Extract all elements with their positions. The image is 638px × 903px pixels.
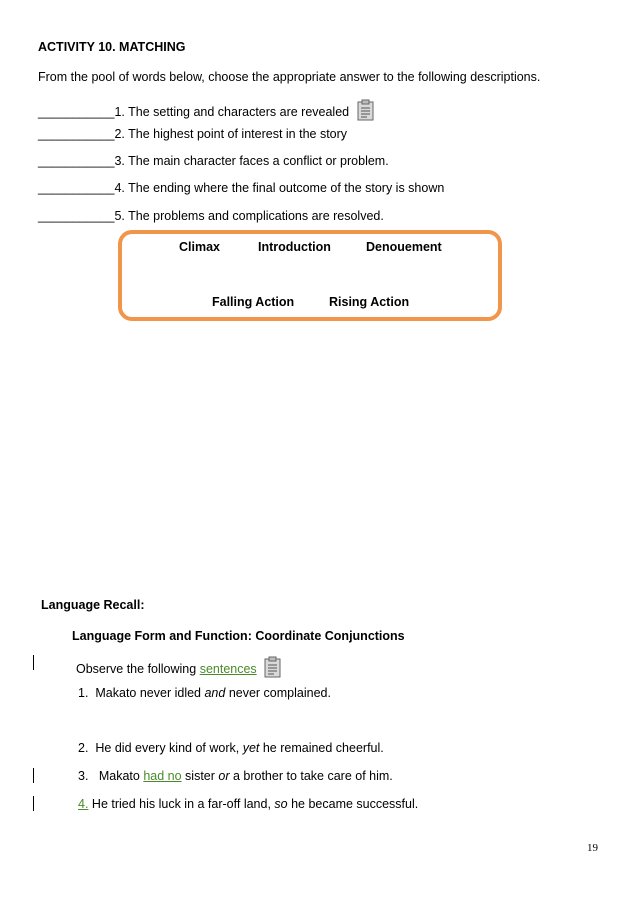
item-text: 3. The main character faces a conflict or problem. bbox=[114, 154, 389, 168]
pool-word-denouement: Denouement bbox=[366, 240, 442, 254]
activity-title: ACTIVITY 10. MATCHING bbox=[38, 40, 186, 54]
sentence-2: 2. He did every kind of work, yet he remained cheerful. bbox=[78, 741, 384, 755]
matching-item-2 bbox=[38, 127, 347, 141]
comment-note-icon[interactable] bbox=[264, 656, 282, 678]
tracked-edit-had-no[interactable]: had no bbox=[143, 769, 182, 783]
answer-blank[interactable]: ___________ bbox=[38, 181, 115, 195]
answer-blank[interactable]: ___________ bbox=[38, 127, 115, 141]
change-bar bbox=[33, 655, 34, 670]
sentence-1: 1. Makato never idled and never complained. bbox=[78, 686, 331, 700]
activity-instruction: From the pool of words below, choose the appropriate answer to the following descriptions. bbox=[38, 70, 541, 84]
answer-blank[interactable]: ___________ bbox=[38, 209, 115, 223]
pool-word-falling-action: Falling Action bbox=[212, 295, 295, 309]
observe-text: Observe the following bbox=[76, 662, 200, 676]
change-bar bbox=[33, 796, 34, 811]
item-text: 4. The ending where the final outcome of the story is shown bbox=[114, 181, 445, 195]
item-text: 1. The setting and characters are revealed bbox=[114, 105, 350, 119]
language-recall-heading: Language Recall: bbox=[41, 598, 145, 612]
conjunction: or bbox=[218, 769, 230, 783]
answer-blank[interactable]: ___________ bbox=[38, 105, 115, 119]
matching-item-3 bbox=[38, 154, 389, 168]
conjunction: so bbox=[274, 797, 288, 811]
item-text: 2. The highest point of interest in the story bbox=[114, 127, 348, 141]
sentence-4: 4. He tried his luck in a far-off land, so he became successful. bbox=[78, 797, 419, 811]
change-bar bbox=[33, 768, 34, 783]
pool-word-climax: Climax bbox=[179, 240, 220, 254]
language-subheading: Language Form and Function: Coordinate Conjunctions bbox=[72, 629, 405, 643]
tracked-edit-sentences[interactable]: sentences bbox=[199, 662, 257, 676]
comment-note-icon[interactable] bbox=[357, 99, 375, 121]
matching-item-5 bbox=[38, 209, 384, 223]
conjunction: and bbox=[204, 686, 226, 700]
pool-word-rising-action: Rising Action bbox=[329, 295, 410, 309]
observe-line bbox=[76, 656, 282, 678]
sentence-3: 3. Makato had no sister or a brother to take care of him. bbox=[78, 769, 393, 783]
matching-item-4 bbox=[38, 181, 444, 195]
page-number: 19 bbox=[587, 842, 598, 854]
conjunction: yet bbox=[242, 741, 260, 755]
pool-word-introduction: Introduction bbox=[258, 240, 331, 254]
matching-item-1 bbox=[38, 99, 375, 121]
tracked-edit-number[interactable]: 4. bbox=[78, 797, 89, 811]
answer-blank[interactable]: ___________ bbox=[38, 154, 115, 168]
item-text: 5. The problems and complications are resolved. bbox=[114, 209, 384, 223]
